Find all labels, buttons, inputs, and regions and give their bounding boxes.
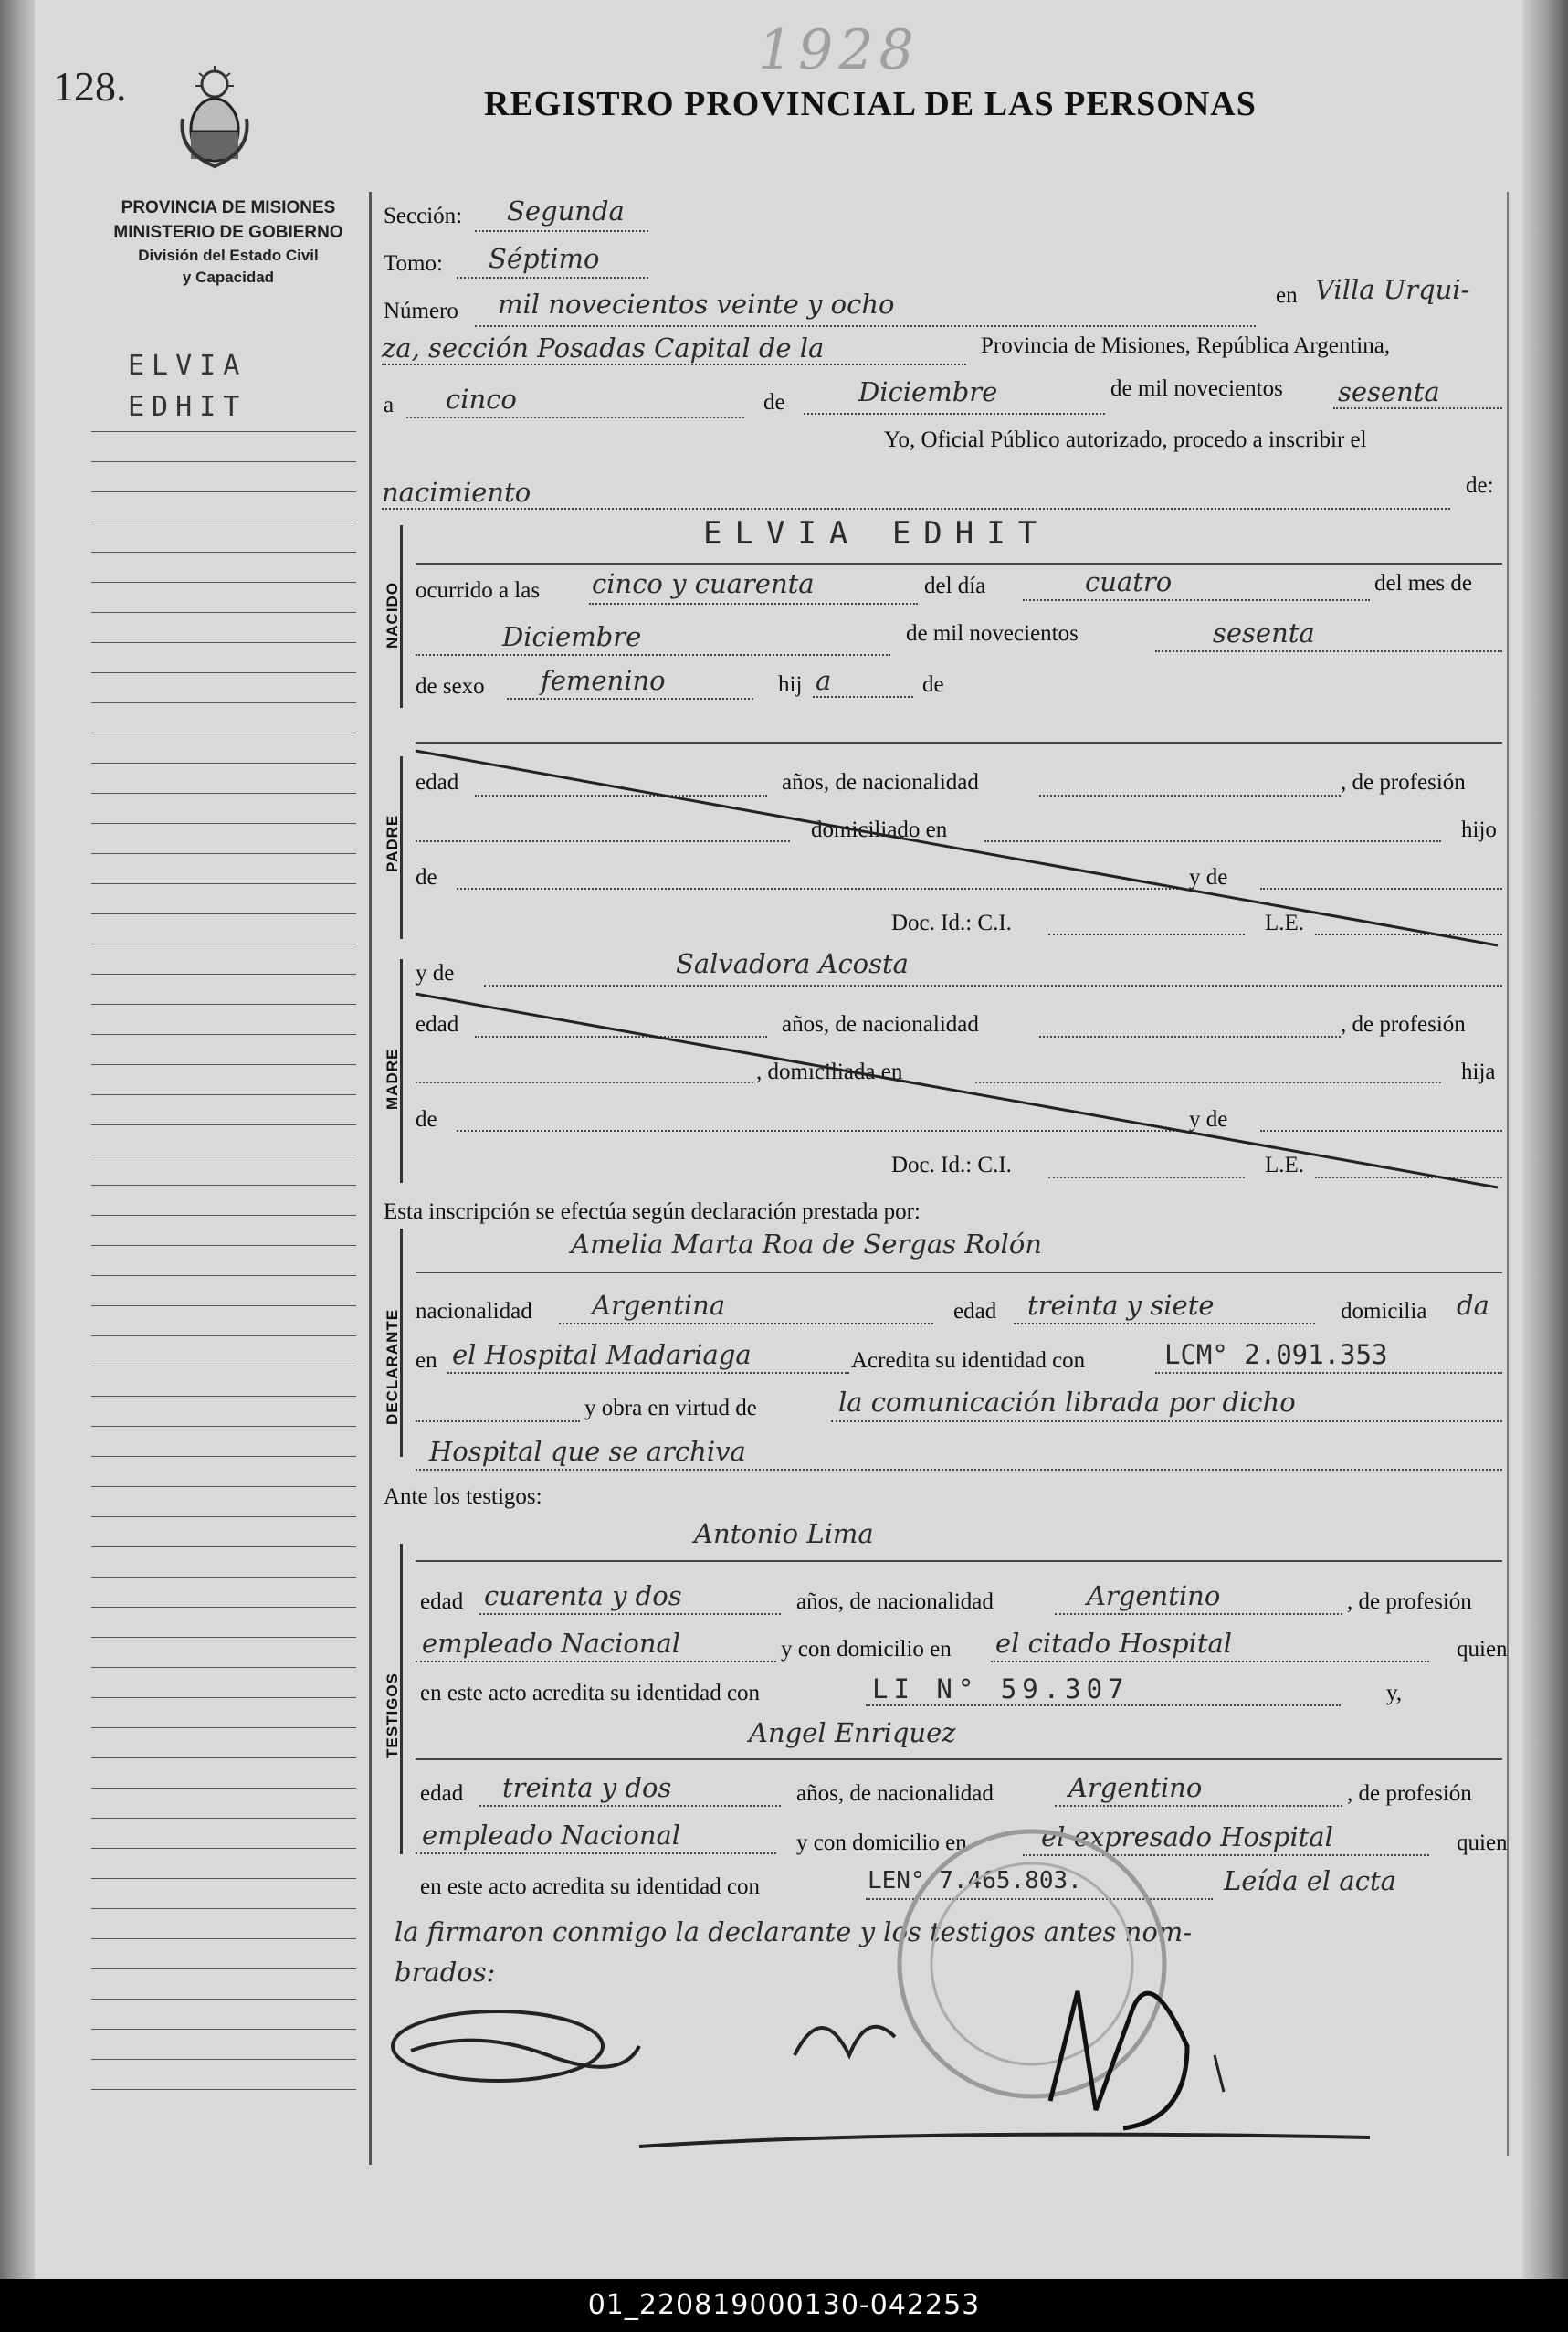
t1-nac-value: Argentino [1087, 1580, 1221, 1611]
t2-prof-value: empleado Nacional [422, 1820, 681, 1851]
madre-de-label: de [416, 1107, 437, 1132]
t1-acto-label: en este acto acredita su identidad con [420, 1681, 761, 1705]
t1-dom-label: y con domicilio en [781, 1637, 952, 1662]
record-number-stamp: 1928 [758, 18, 920, 82]
t1-doc-value: LI N° 59.307 [872, 1673, 1130, 1704]
padre-de-label: de [416, 865, 437, 890]
del-dia-label: del día [924, 574, 986, 598]
en-label: en [1276, 283, 1298, 308]
t1-nac-label: años, de nacionalidad [796, 1589, 994, 1614]
ministry-label: MINISTERIO DE GOBIERNO [113, 223, 343, 242]
padre-label: PADRE [384, 814, 401, 872]
dia-value: cinco [446, 384, 517, 415]
padre-yde-label: y de [1189, 865, 1228, 890]
cierre1-value: Leída el acta [1224, 1865, 1396, 1896]
acto-value: nacimiento [382, 477, 531, 508]
ocurrido-label: ocurrido a las [416, 578, 541, 603]
padre-edad-label: edad [416, 770, 459, 795]
anio-value: sesenta [1338, 376, 1440, 407]
padre-hijo-label: hijo [1461, 818, 1497, 842]
testigos-label: TESTIGOS [384, 1672, 401, 1758]
decl-dom-value: el Hospital Madariaga [452, 1339, 752, 1370]
t2-dom-value: el expresado Hospital [1041, 1821, 1333, 1852]
madre-yde-label: y de [416, 961, 455, 986]
capacity-label: y Capacidad [182, 269, 275, 286]
cierre3-value: brados: [395, 1957, 496, 1988]
page-number: 128. [53, 63, 127, 110]
testigos-heading: Ante los testigos: [384, 1484, 542, 1509]
seccion-label: Sección: [384, 204, 463, 228]
image-id-footer: 01_220819000130-042253 [0, 2279, 1568, 2332]
madre-doc-label: Doc. Id.: C.I. [891, 1153, 1012, 1177]
decl-obra2-value: Hospital que se archiva [429, 1436, 746, 1467]
t1-edad-value: cuarenta y dos [484, 1580, 682, 1611]
document-title: REGISTRO PROVINCIAL DE LAS PERSONAS [484, 85, 1257, 123]
t2-edad-value: treinta y dos [502, 1772, 672, 1803]
declarante-value: Amelia Marta Roa de Sergas Rolón [571, 1229, 1042, 1260]
a-label: a [384, 393, 395, 417]
declarante-label: DECLARANTE [384, 1308, 401, 1425]
decl-doc-value: LCM° 2.091.353 [1164, 1339, 1388, 1370]
province-label: PROVINCIA DE MISIONES [121, 198, 336, 217]
padre-nac-label: años, de nacionalidad [782, 770, 979, 795]
decl-obra-value: la comunicación librada por dicho [838, 1387, 1296, 1418]
t1-dom-value: el citado Hospital [995, 1628, 1233, 1659]
hij-label: hij [778, 672, 803, 697]
de-label-2: de [922, 672, 944, 697]
t2-dom-label: y con domicilio en [796, 1831, 967, 1855]
madre-yde2-label: y de [1189, 1107, 1228, 1132]
decl-dom-suffix: da [1457, 1290, 1489, 1321]
madre-edad-label: edad [416, 1012, 459, 1037]
division-label: División del Estado Civil [138, 247, 319, 264]
decl-en-label: en [416, 1348, 437, 1373]
decl-edad-label: edad [953, 1299, 997, 1324]
t2-nac-value: Argentino [1068, 1772, 1203, 1803]
decl-nac-value: Argentina [592, 1290, 726, 1321]
madre-hija-label: hija [1461, 1060, 1496, 1084]
numero-label: Número [384, 299, 458, 323]
madre-label: MADRE [384, 1048, 401, 1110]
t2-nac-label: años, de nacionalidad [796, 1781, 994, 1806]
numero-value: mil novecientos veinte y ocho [498, 289, 895, 320]
hora-value: cinco y cuarenta [592, 568, 815, 599]
t1-prof-label: , de profesión [1347, 1589, 1472, 1614]
padre-le-label: L.E. [1265, 911, 1305, 935]
madre-le-label: L.E. [1265, 1153, 1305, 1177]
tomo-value: Séptimo [489, 243, 600, 274]
testigo1-name: Antonio Lima [694, 1518, 874, 1549]
testigo2-name: Angel Enriquez [749, 1717, 956, 1748]
decl-obra-label: y obra en virtud de [584, 1396, 757, 1420]
anio-nac-value: sesenta [1213, 617, 1315, 649]
t1-edad-label: edad [420, 1589, 464, 1614]
t1-quien-label: quien [1457, 1637, 1508, 1662]
de-mil-label: de mil novecientos [1110, 376, 1283, 401]
decl-edad-value: treinta y siete [1027, 1290, 1215, 1321]
padre-doc-label: Doc. Id.: C.I. [891, 911, 1012, 935]
provincia-label: Provincia de Misiones, República Argentina, [981, 333, 1391, 358]
t2-prof-label: , de profesión [1347, 1781, 1472, 1806]
padre-dom-label: domiciliado en [811, 818, 948, 842]
margin-first-name: ELVIA [128, 350, 247, 382]
del-mes-label: del mes de [1374, 571, 1472, 596]
de-label: de [763, 390, 785, 415]
madre-dom-label: , domiciliada en [756, 1060, 903, 1084]
madre-prof-label: , de profesión [1341, 1012, 1466, 1037]
lugar-value: Villa Urqui- [1315, 274, 1470, 305]
t1-prof-value: empleado Nacional [422, 1628, 681, 1659]
de-colon-label: de: [1466, 473, 1494, 498]
mes-nac-value: Diciembre [502, 621, 642, 652]
yo-label: Yo, Oficial Público autorizado, procedo a inscribir el [884, 427, 1367, 452]
margin-second-name: EDHIT [128, 391, 247, 423]
lugar-cont-value: za, sección Posadas Capital de la [382, 332, 825, 364]
t2-edad-label: edad [420, 1781, 464, 1806]
nacido-label: NACIDO [384, 581, 401, 649]
dia-nac-value: cuatro [1085, 566, 1173, 597]
decl-nac-label: nacionalidad [416, 1299, 532, 1324]
sexo-label: de sexo [416, 674, 485, 699]
de-mil-nov-label: de mil novecientos [906, 621, 1079, 646]
t2-acto-label: en este acto acredita su identidad con [420, 1874, 761, 1899]
seccion-value: Segunda [507, 195, 625, 227]
sexo-value: femenino [541, 665, 666, 696]
inscripcion-label: Esta inscripción se efectúa según declaración prestada por: [384, 1199, 921, 1224]
hij-suffix-value: a [816, 665, 832, 696]
mes-value: Diciembre [858, 376, 998, 407]
t1-y-label: y, [1386, 1681, 1403, 1705]
decl-acredita-label: Acredita su identidad con [851, 1348, 1086, 1373]
tomo-label: Tomo: [384, 251, 443, 276]
padre-prof-label: , de profesión [1341, 770, 1466, 795]
decl-domicilia-label: domicilia [1341, 1299, 1427, 1324]
cierre2-value: la firmaron conmigo la declarante y los testigos antes nom- [395, 1916, 1193, 1947]
madre-nac-label: años, de nacionalidad [782, 1012, 979, 1037]
nombre-value: ELVIA EDHIT [703, 515, 1050, 552]
t2-doc-value: LEN° 7.465.803. [868, 1867, 1082, 1894]
madre-value: Salvadora Acosta [676, 948, 909, 979]
t2-quien-label: quien [1457, 1831, 1508, 1855]
